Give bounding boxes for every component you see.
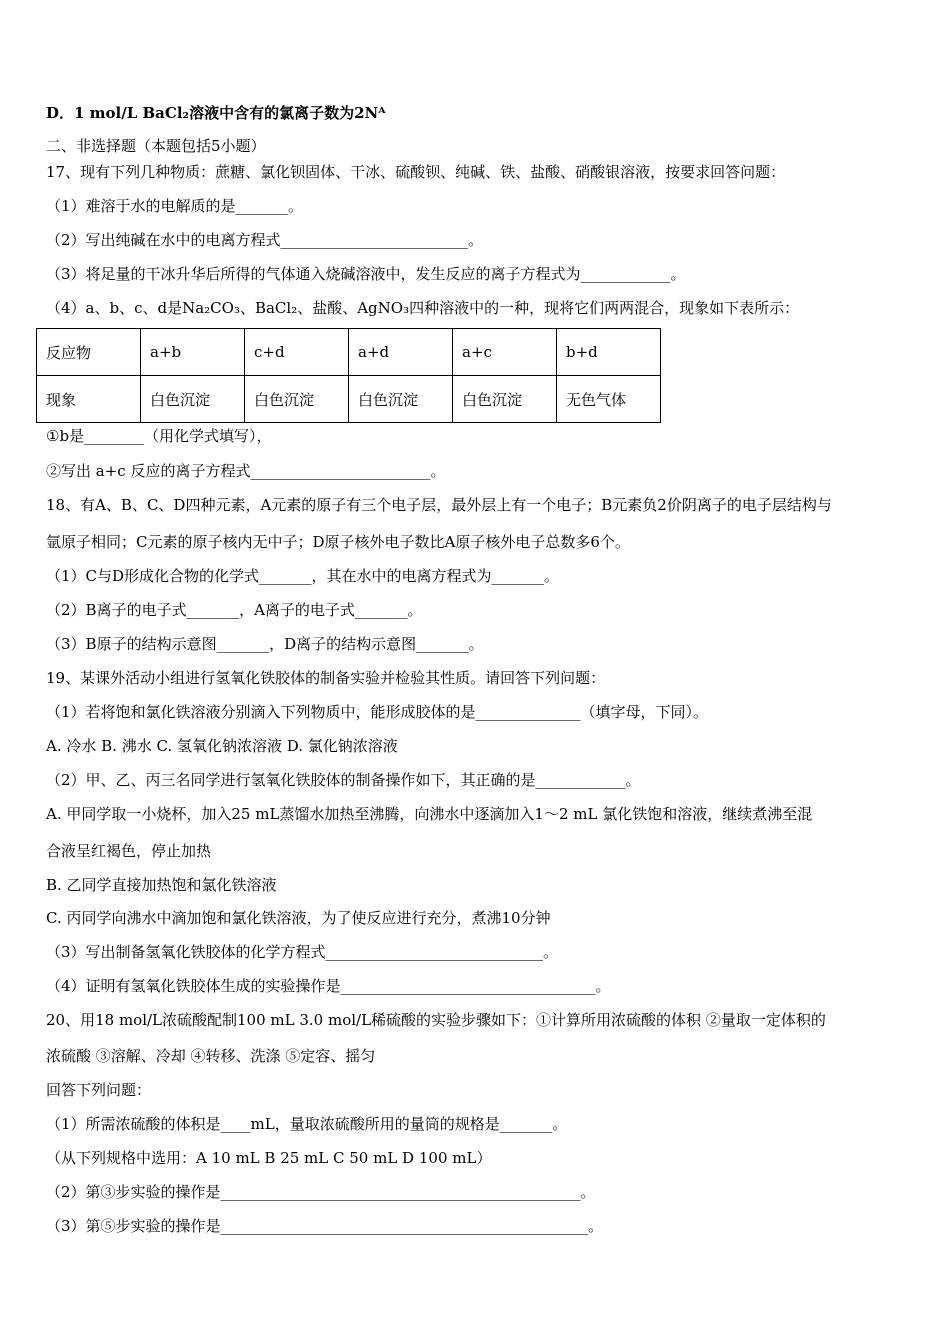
q19-choice-c: C. 丙同学向沸水中滴加饱和氯化铁溶液，为了使反应进行充分，煮沸10分钟 (46, 909, 551, 927)
q20-prompt: 回答下列问题： (46, 1081, 152, 1099)
table-cell: 现象 (37, 376, 141, 423)
reaction-table (36, 328, 661, 423)
q19-stem: 19、某课外活动小组进行氢氧化铁胶体的制备实验并检验其性质。请回答下列问题： (46, 669, 606, 687)
q18-stem-1: 18、有A、B、C、D四种元素，A元素的原子有三个电子层，最外层上有一个电子；B元素负2价阴离子的电子层结构与 (46, 496, 832, 514)
table-cell: 白色沉淀 (349, 376, 453, 423)
table-cell: a+b (141, 329, 245, 376)
q17-sub1: ①b是________（用化学式填写）， (46, 427, 272, 445)
table-cell: c+d (245, 329, 349, 376)
q17-sub2: ②写出 a+c 反应的离子方程式________________________。 (46, 462, 446, 480)
q20-part3: （3）第⑤步实验的操作是_________________________________________________。 (46, 1217, 604, 1235)
table-cell: a+c (453, 329, 557, 376)
option-d-line: D．1 mol/L BaCl₂溶液中含有的氯离子数为2Nᴬ (46, 104, 386, 122)
q20-stem-2: 浓硫酸 ③溶解、冷却 ④转移、洗涤 ⑤定容、摇匀 (46, 1047, 376, 1065)
section-heading: 二、非选择题（本题包括5小题） (46, 137, 266, 155)
q18-part1: （1）C与D形成化合物的化学式_______，其在水中的电离方程式为_______。 (46, 567, 560, 585)
q19-part2: （2）甲、乙、丙三名同学进行氢氧化铁胶体的制备操作如下，其正确的是____________。 (46, 771, 641, 789)
q18-part2: （2）B离子的电子式_______，A离子的电子式_______。 (46, 601, 423, 619)
q17-part3: （3）将足量的干冰升华后所得的气体通入烧碱溶液中，发生反应的离子方程式为____________。 (46, 265, 686, 283)
q19-choice-a-2: 合液呈红褐色，停止加热 (46, 842, 212, 860)
q19-choice-b: B. 乙同学直接加热饱和氯化铁溶液 (46, 876, 277, 894)
q20-part2: （2）第③步实验的操作是________________________________________________。 (46, 1183, 596, 1201)
table-cell: 白色沉淀 (245, 376, 349, 423)
table-cell: 白色沉淀 (453, 376, 557, 423)
q20-stem-1: 20、用18 mol/L浓硫酸配制100 mL 3.0 mol/L稀硫酸的实验步骤如下：①计算所用浓硫酸的体积 ②量取一定体积的 (46, 1011, 826, 1029)
table-cell: a+d (349, 329, 453, 376)
q19-choice-a-1: A. 甲同学取一小烧杯，加入25 mL蒸馏水加热至沸腾，向沸水中逐滴加入1～2 mL 氯化铁饱和溶液，继续煮沸至混 (46, 805, 813, 823)
q19-part4: （4）证明有氢氧化铁胶体生成的实验操作是__________________________________。 (46, 977, 611, 995)
q17-part1: （1）难溶于水的电解质的是_______。 (46, 197, 304, 215)
table-row (37, 376, 661, 423)
table-cell: b+d (557, 329, 661, 376)
q20-part1: （1）所需浓硫酸的体积是____mL，量取浓硫酸所用的量筒的规格是_______。 (46, 1115, 568, 1133)
q19-options: A. 冷水 B. 沸水 C. 氢氧化钠浓溶液 D. 氯化钠浓溶液 (46, 737, 398, 755)
q18-stem-2: 氩原子相同；C元素的原子核内无中子；D原子核外电子数比A原子核外电子总数多6个。 (46, 533, 630, 551)
table-cell: 无色气体 (557, 376, 661, 423)
table-cell: 反应物 (37, 329, 141, 376)
q19-part1: （1）若将饱和氯化铁溶液分别滴入下列物质中，能形成胶体的是______________（填字母，下同）。 (46, 703, 709, 721)
table-cell: 白色沉淀 (141, 376, 245, 423)
q19-part3: （3）写出制备氢氧化铁胶体的化学方程式_____________________________。 (46, 943, 559, 961)
table-row (37, 329, 661, 376)
q18-part3: （3）B原子的结构示意图_______，D离子的结构示意图_______。 (46, 635, 484, 653)
q17-part4: （4）a、b、c、d是Na₂CO₃、BaCl₂、盐酸、AgNO₃四种溶液中的一种，现将它们两两混合，现象如下表所示： (46, 299, 800, 317)
q20-spec-note: （从下列规格中选用：A 10 mL B 25 mL C 50 mL D 100 mL） (46, 1149, 492, 1167)
q17-stem: 17、现有下列几种物质：蔗糖、氯化钡固体、干冰、硫酸钡、纯碱、铁、盐酸、硝酸银溶液，按要求回答问题： (46, 163, 786, 181)
q17-part2: （2）写出纯碱在水中的电离方程式_________________________。 (46, 231, 484, 249)
